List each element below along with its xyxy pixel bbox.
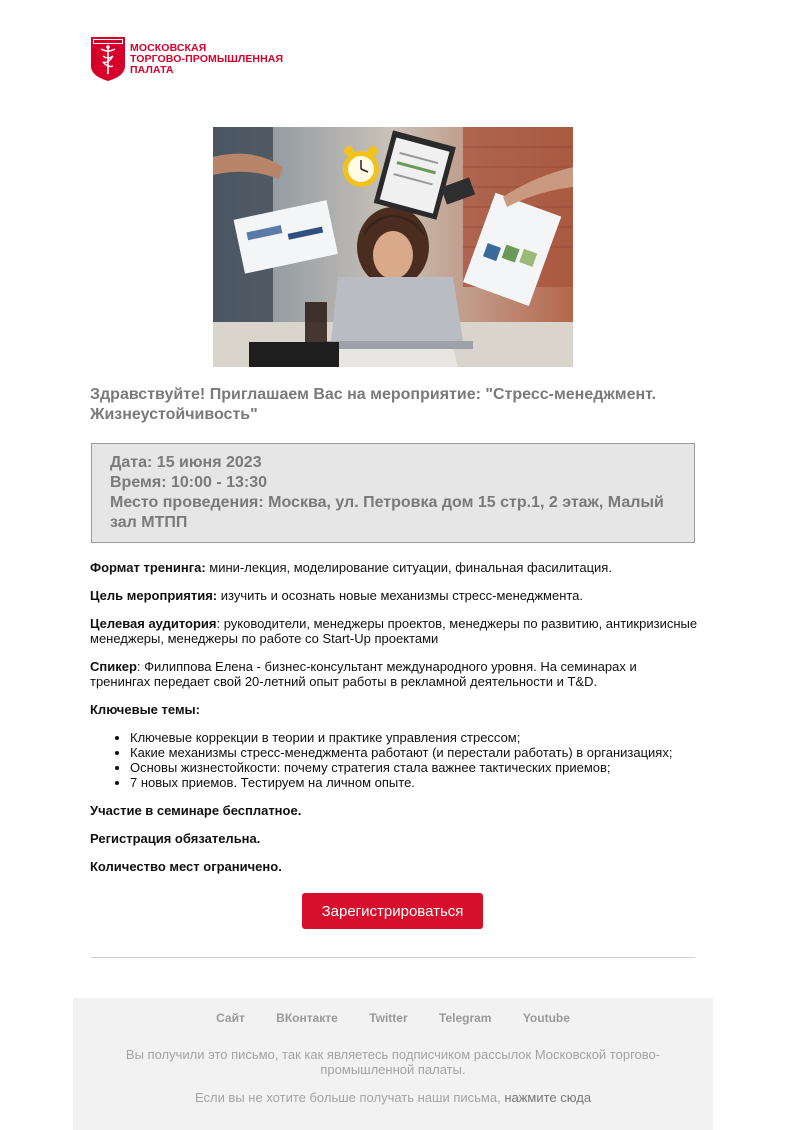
brand-line-2: ТОРГОВО-ПРОМЫШЛЕННАЯ xyxy=(130,52,284,65)
brand-wordmark xyxy=(130,43,283,76)
list-item: • Ключевые коррекции в теории и практике управления стрессом; xyxy=(130,730,700,745)
speaker-label: Спикер xyxy=(90,659,137,674)
topics-heading xyxy=(90,702,700,717)
footer-link-youtube[interactable]: Youtube xyxy=(522,1011,570,1025)
event-date: Дата: 15 июня 2023 xyxy=(110,454,262,471)
topics-list xyxy=(90,730,700,790)
unsubscribe-link[interactable]: нажмите сюда xyxy=(504,1090,592,1105)
limited-note xyxy=(90,859,700,874)
free-note xyxy=(90,803,700,818)
unsubscribe-text: Если вы не хотите больше получать наши письма, xyxy=(194,1090,505,1105)
footer-link-telegram[interactable]: Telegram xyxy=(439,1011,492,1025)
goal-text: изучить и осознать новые механизмы стресс-менеджмента. xyxy=(217,588,584,603)
brand-line-1: МОСКОВСКАЯ xyxy=(130,41,207,54)
event-place: Место проведения: Москва, ул. Петровка дом 15 стр.1, 2 этаж, Малый зал МТПП xyxy=(110,494,664,531)
list-item: • Какие механизмы стресс-менеджмента работают (и перестали работать) в организациях; xyxy=(130,745,700,760)
footer-link-site[interactable]: Сайт xyxy=(216,1011,245,1025)
event-details xyxy=(90,560,700,887)
speaker-paragraph xyxy=(90,659,700,689)
audience-text: : руководители, менеджеры проектов, менеджеры по развитию, антикризисные менеджеры, менеджеры по работе со Start-Up проектами xyxy=(90,616,698,646)
subscription-note: Вы получили это письмо, так как являетесь подписчиком рассылок Московской торгово-промышленной палаты. xyxy=(125,1047,661,1077)
goal-label: Цель мероприятия: xyxy=(90,588,218,603)
event-info-box xyxy=(91,443,695,543)
goal-paragraph xyxy=(90,588,700,603)
limited-text: Количество мест ограничено. xyxy=(90,859,282,874)
register-button[interactable]: Зарегистрироваться xyxy=(302,893,483,929)
audience-label: Целевая аудитория xyxy=(90,616,217,631)
format-text: мини-лекция, моделирование ситуации, финальная фасилитация. xyxy=(205,560,612,575)
registration-text: Регистрация обязательна. xyxy=(90,831,261,846)
chamber-emblem-icon xyxy=(90,36,126,82)
list-item: • 7 новых приемов. Тестируем на личном опыте. xyxy=(130,775,700,790)
audience-paragraph xyxy=(90,616,700,646)
topics-label: Ключевые темы: xyxy=(90,702,200,717)
format-paragraph xyxy=(90,560,700,575)
logo[interactable] xyxy=(90,36,283,82)
footer xyxy=(73,998,713,1130)
list-item: • Основы жизнестойкости: почему стратегия стала важнее тактических приемов; xyxy=(130,760,700,775)
headline: Здравствуйте! Приглашаем Вас на мероприятие: "Стресс-менеджмент. Жизнеустойчивость" xyxy=(90,386,657,423)
stressed-woman-photo-icon xyxy=(213,127,573,367)
footer-link-vk[interactable]: ВКонтакте xyxy=(276,1011,338,1025)
registration-note xyxy=(90,831,700,846)
speaker-text: : Филиппова Елена - бизнес-консультант международного уровня. На семинарах и тренингах передает свой 20-летний опыт работы в рекламной деятельности и T&D. xyxy=(90,659,637,689)
event-time: Время: 10:00 - 13:30 xyxy=(110,474,268,491)
footer-link-twitter[interactable]: Twitter xyxy=(369,1011,408,1025)
brand-line-3: ПАЛАТА xyxy=(130,63,174,76)
free-text: Участие в семинаре бесплатное. xyxy=(90,803,302,818)
footer-links xyxy=(73,1011,713,1025)
unsubscribe-line xyxy=(73,1090,713,1105)
divider xyxy=(91,957,695,958)
format-label: Формат тренинга: xyxy=(90,560,206,575)
hero-image xyxy=(213,127,573,367)
